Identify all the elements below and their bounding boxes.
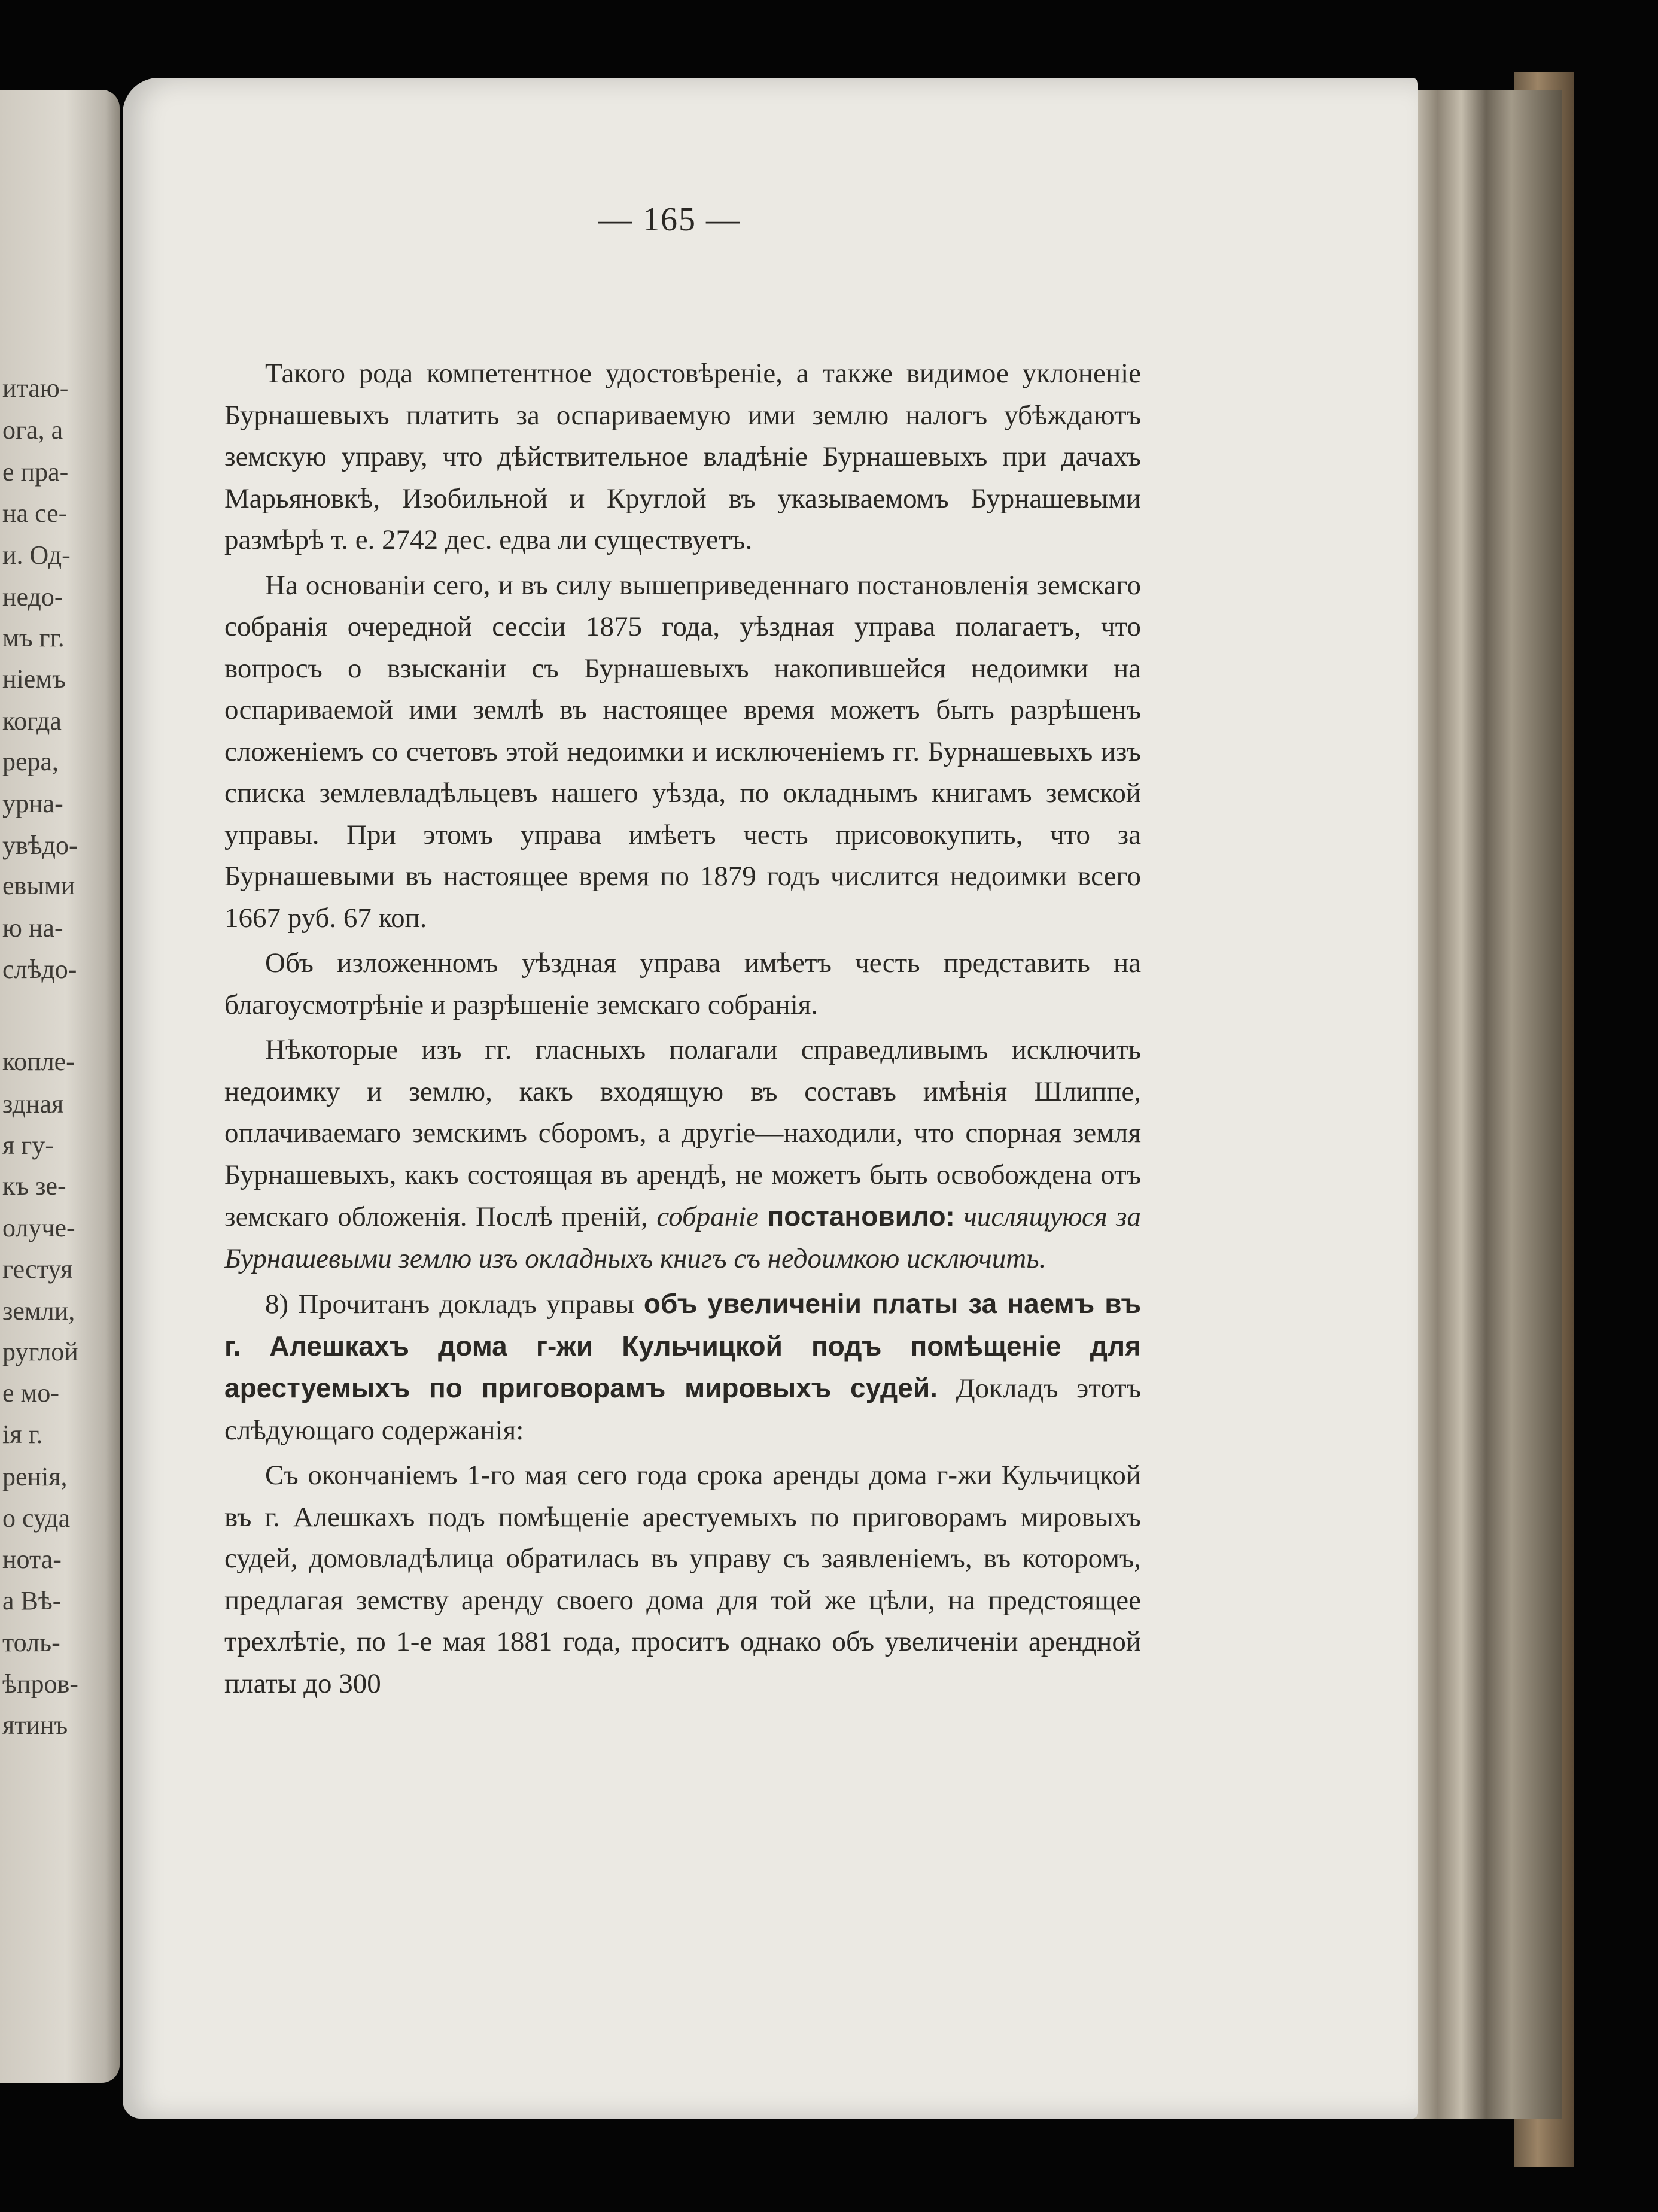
paragraph — [224, 565, 1141, 940]
left-page-line: нота- — [2, 1545, 62, 1574]
left-page-line: евыми — [2, 871, 75, 900]
left-page-line: а Вѣ- — [2, 1586, 62, 1615]
paragraph — [224, 1283, 1141, 1451]
left-page-line: ія г. — [2, 1420, 43, 1449]
left-page-line: копле- — [2, 1047, 75, 1076]
left-page-line: слѣдо- — [2, 955, 77, 984]
text-run — [955, 1201, 964, 1232]
italic-text: собраніе — [656, 1201, 759, 1232]
paragraph — [224, 943, 1141, 1026]
left-page-line: ога, а — [2, 415, 63, 445]
paragraph — [224, 353, 1141, 561]
left-page-line: урна- — [2, 789, 63, 818]
body-text — [224, 353, 1141, 1704]
left-page-line: земли, — [2, 1296, 75, 1326]
text-run: Докладъ этотъ слѣдующаго содержанія: — [224, 1373, 1141, 1446]
bold-text: объ увеличеніи платы за наемъ въ г. Алешкахъ дома г-жи Кульчицкой подъ помѣщеніе для арестуемыхъ по приговорамъ мировыхъ судей. — [224, 1288, 1141, 1403]
paragraph — [224, 1455, 1141, 1704]
left-page-line: олуче- — [2, 1213, 75, 1242]
left-page-line: ренія, — [2, 1462, 68, 1491]
left-page-line: и. Од- — [2, 540, 71, 570]
left-page-line: руглой — [2, 1337, 78, 1366]
left-page-line: о суда — [2, 1503, 71, 1533]
text-run — [759, 1201, 768, 1232]
page-stack-edge — [1394, 90, 1562, 2119]
left-page-line: я гу- — [2, 1131, 54, 1160]
left-page-line: ю на- — [2, 913, 63, 943]
left-page-line: ніемъ — [2, 664, 66, 694]
left-page-line: на се- — [2, 499, 68, 528]
left-page-line: рера, — [2, 747, 59, 776]
left-page-line: е пра- — [2, 457, 69, 487]
left-page-fragment — [0, 90, 120, 2083]
left-page-line: итаю- — [2, 373, 69, 403]
text-run: Объ изложенномъ уѣздная управа имѣетъ честь представить на благоусмотрѣніе и разрѣшеніе земскаго собранія. — [224, 947, 1141, 1020]
left-page-line: недо- — [2, 582, 63, 612]
left-page-line: когда — [2, 706, 62, 736]
text-run: Такого рода компетентное удостовѣреніе, а также видимое уклоненіе Бурнашевыхъ платить за оспариваемую ими землю налогъ убѣждаютъ земскую управу, что дѣйствительное владѣніе Бурнашевыхъ при дачахъ Марьяновкѣ, Изобильной и Круглой въ указываемомъ Бурнашевыми размѣрѣ т. е. 2742 дес. едва ли существуетъ. — [224, 358, 1141, 555]
left-page-line: гестуя — [2, 1254, 73, 1284]
left-page-line: ѣпров- — [2, 1669, 78, 1698]
page-number: — 165 — — [598, 201, 741, 238]
left-page-line: е мо- — [2, 1378, 60, 1408]
text-run: Съ окончаніемъ 1-го мая сего года срока аренды дома г-жи Кульчицкой въ г. Алешкахъ подъ помѣщеніе арестуемыхъ по приговорамъ мировыхъ судей, домовладѣлица обратилась въ управу съ заявленіемъ, въ которомъ, предлагая земству аренду своего дома для той же цѣли, на предстоящее трехлѣтіе, по 1-е мая 1881 года, проситъ однако объ увеличеніи арендной платы до 300 — [224, 1460, 1141, 1699]
bold-text: постановило: — [767, 1201, 955, 1232]
text-run: Нѣкоторые изъ гг. гласныхъ полагали справедливымъ исключить недоимку и землю, какъ входящую въ составъ имѣнія Шлиппе, оплачиваемаго земскимъ сборомъ, а другіе—находили, что спорная земля Бурнашевыхъ, какъ состоящая въ арендѣ, не можетъ быть освобождена отъ земскаго обложенія. Послѣ преній, — [224, 1034, 1141, 1232]
left-page-line: здная — [2, 1089, 64, 1119]
left-page-line: толь- — [2, 1628, 60, 1657]
paragraph — [224, 1029, 1141, 1280]
left-page-line: увѣдо- — [2, 831, 78, 860]
left-page-line: мъ гг. — [2, 623, 65, 652]
italic-text: числящуюся за Бурнашевыми землю изъ окладныхъ книгъ съ недоимкою исключить. — [224, 1201, 1141, 1274]
left-page-line: къ зе- — [2, 1171, 66, 1201]
left-page-line: ятинъ — [2, 1710, 68, 1740]
text-run: На основаніи сего, и въ силу вышеприведеннаго постановленія земскаго собранія очередной сессіи 1875 года, уѣздная управа полагаетъ, что вопросъ о взысканіи съ Бурнашевыхъ накопившейся недоимки на оспариваемой ими землѣ въ настоящее время можетъ быть разрѣшенъ сложеніемъ со счетовъ этой недоимки и исключеніемъ гг. Бурнашевыхъ изъ списка землевладѣльцевъ нашего уѣзда, по окладнымъ книгамъ земской управы. При этомъ управа имѣетъ честь присовокупить, что за Бурнашевыми въ настоящее время по 1879 годъ числится недоимки всего 1667 руб. 67 коп. — [224, 569, 1141, 934]
text-run: 8) Прочитанъ докладъ управы — [265, 1289, 644, 1320]
